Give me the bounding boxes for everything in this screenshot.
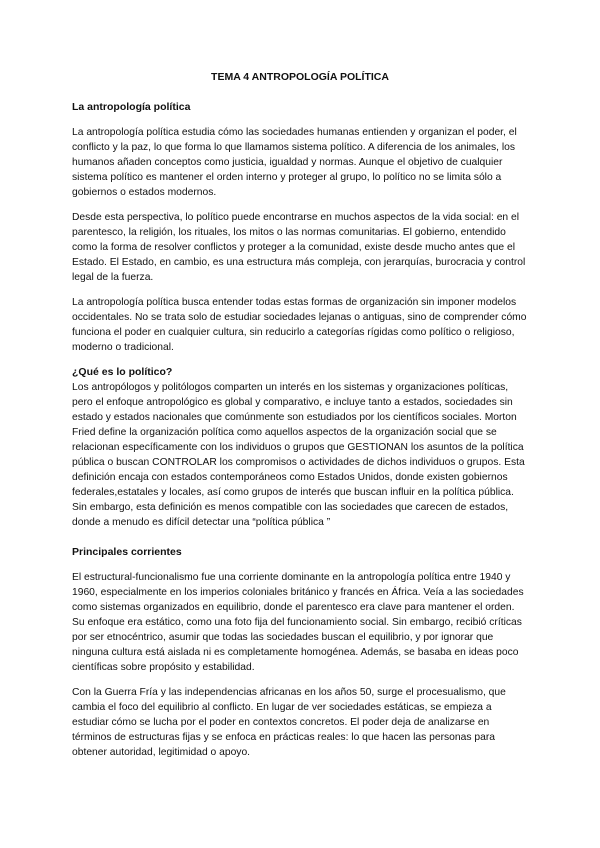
paragraph: El estructural-funcionalismo fue una corriente dominante en la antropología política entre 1940 y 1960, especialmente en los imperios coloniales británico y francés en África. Veía a las sociedades como sistemas organizados en equilibrio, donde el parentesco era clave para mantener el orden. Su enfoque era estático, como una foto fija del funcionamiento social. Sin embargo, recibió críticas por ser etnocéntrico, asumir que todas las sociedades buscan el equilibrio, y por ignorar que ninguna cultura está aislada ni es completamente homogénea. Además, se basaba en ideas poco científicas sobre propósito y estabilidad. — [72, 572, 524, 673]
document-title: TEMA 4 ANTROPOLOGÍA POLÍTICA — [211, 71, 389, 83]
paragraph: Los antropólogos y politólogos comparten un interés en los sistemas y organizaciones políticas, pero el enfoque antropológico es global y comparativo, e incluye tanto a estados, sociedades sin estado y estados nacionales que comúnmente son estudiados por los científicos sociales. Morton Fried define la organización política como aquellos aspectos de la organización social que se relacionan específicamente con los individuos o grupos que GESTIONAN los asuntos de la política pública o buscan CONTROLAR los compromisos o actividades de dichos individuos o grupos. Esta definición encaja con estados contemporáneos como Estados Unidos, donde existen gobiernos federales,estatales y locales, así como grupos de interés que buscan influir en la política pública. Sin embargo, esta definición es menos compatible con las sociedades que carecen de estados, donde a menudo es difícil detectar una “política pública ” — [72, 382, 525, 528]
paragraph: Desde esta perspectiva, lo político puede encontrarse en muchos aspectos de la vida social: en el parentesco, la religión, los rituales, los mitos o las normas comunitarias. El gobierno, entendido como la forma de resolver conflictos y proteger a la comunidad, existe desde mucho antes que el Estado. El Estado, en cambio, es una estructura más compleja, con jerarquías, burocracia y control legal de la fuerza. — [72, 212, 526, 283]
document-page — [72, 70, 528, 760]
section-heading-principales-corrientes: Principales corrientes — [72, 546, 182, 558]
section-heading-antropologia-politica: La antropología política — [72, 101, 191, 113]
section-heading-que-es-lo-politico: ¿Qué es lo político? — [72, 366, 173, 378]
paragraph: La antropología política busca entender todas estas formas de organización sin imponer modelos occidentales. No se trata solo de estudiar sociedades lejanas o antiguas, sino de comprender cómo funciona el poder en cualquier cultura, sin reducirlo a categorías rígidas como político o religioso, moderno o tradicional. — [72, 297, 527, 353]
paragraph: La antropología política estudia cómo las sociedades humanas entienden y organizan el poder, el conflicto y la paz, lo que forma lo que llamamos sistema político. A diferencia de los animales, los humanos añaden conceptos como justicia, igualdad y normas. Aunque el objetivo de cualquier sistema político es mantener el orden interno y proteger al grupo, lo político no se limita sólo a gobiernos o estados modernos. — [72, 127, 517, 198]
paragraph: Con la Guerra Fría y las independencias africanas en los años 50, surge el procesualismo, que cambia el foco del equilibrio al conflicto. En lugar de ver sociedades estáticas, se empieza a estudiar cómo se lucha por el poder en contextos concretos. El poder deja de analizarse en términos de estructuras fijas y se enfoca en prácticas reales: lo que hacen las personas para obtener autoridad, legitimidad o apoyo. — [72, 687, 506, 758]
